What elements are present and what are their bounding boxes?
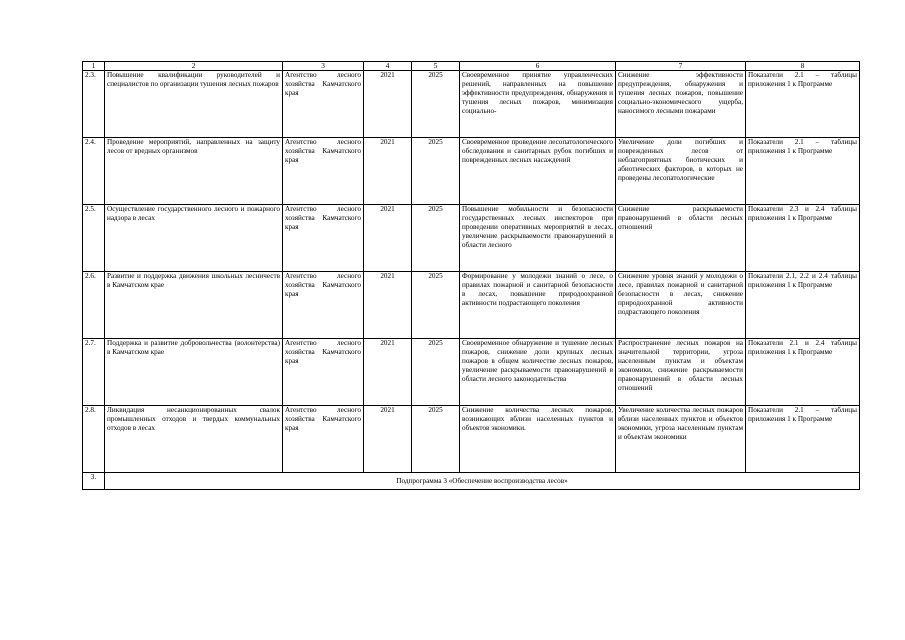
end-year: 2025 bbox=[412, 205, 460, 272]
expected-result: Своевременное принятие управленческих решений, направленных на повышение эффективности предупреждения, обнаружения и тушения лесных пожаров, минимизация социально- bbox=[460, 71, 616, 138]
header-cell: 8 bbox=[746, 62, 860, 71]
executor: Агентство лесного хозяйства Камчатского края bbox=[283, 205, 364, 272]
measure-name: Поддержка и развитие добровольчества (волонтерства) в Камчатском крае bbox=[105, 339, 283, 406]
executor: Агентство лесного хозяйства Камчатского края bbox=[283, 339, 364, 406]
header-cell: 4 bbox=[364, 62, 412, 71]
start-year: 2021 bbox=[364, 138, 412, 205]
start-year: 2021 bbox=[364, 406, 412, 473]
non-implementation-consequence: Распространение лесных пожаров на значительной территории, угроза населенным пунктам и объектам экономики, снижение раскрываемости правонарушений в области лесных отношений bbox=[616, 339, 746, 406]
subprogram-row bbox=[83, 473, 860, 490]
indicator-link: Показатели 2.3 и 2.4 таблицы приложения 1 к Программе bbox=[746, 205, 860, 272]
executor: Агентство лесного хозяйства Камчатского края bbox=[283, 406, 364, 473]
expected-result: Повышение мобильности и безопасности государственных лесных инспекторов при проведении оперативных мероприятий в лесах, увеличение раскрываемости правонарушений в области лесного bbox=[460, 205, 616, 272]
table-row bbox=[83, 272, 860, 339]
header-cell: 5 bbox=[412, 62, 460, 71]
start-year: 2021 bbox=[364, 205, 412, 272]
executor: Агентство лесного хозяйства Камчатского края bbox=[283, 272, 364, 339]
measure-name: Развитие и поддержка движения школьных лесничеств в Камчатском крае bbox=[105, 272, 283, 339]
non-implementation-consequence: Увеличение количества лесных пожаров вблизи населенных пунктов и объектов экономики, угроза населенным пунктам и объектам экономики bbox=[616, 406, 746, 473]
expected-result: Своевременное обнаружение и тушение лесных пожаров, снижение доли крупных лесных пожаров в общем количестве лесных пожаров, увеличение раскрываемости правонарушений в области лесного законодательства bbox=[460, 339, 616, 406]
indicator-link: Показатели 2.1 – таблицы приложения 1 к Программе bbox=[746, 406, 860, 473]
header-cell: 3 bbox=[283, 62, 364, 71]
expected-result: Своевременное проведение лесопатологического обследования и санитарных рубок погибших и поврежденных лесных насаждений bbox=[460, 138, 616, 205]
start-year: 2021 bbox=[364, 339, 412, 406]
header-row bbox=[83, 62, 860, 71]
end-year: 2025 bbox=[412, 339, 460, 406]
header-cell: 2 bbox=[105, 62, 283, 71]
header-cell: 6 bbox=[460, 62, 616, 71]
non-implementation-consequence: Снижение раскрываемости правонарушений в области лесных отношений bbox=[616, 205, 746, 272]
table-row bbox=[83, 138, 860, 205]
end-year: 2025 bbox=[412, 138, 460, 205]
header-cell: 1 bbox=[83, 62, 105, 71]
row-number: 2.3. bbox=[83, 71, 105, 138]
table-row bbox=[83, 71, 860, 138]
measure-name: Повышение квалификации руководителей и специалистов по организации тушения лесных пожаров bbox=[105, 71, 283, 138]
non-implementation-consequence: Увеличение доли погибших и поврежденных лесов от неблагоприятных биотических и абиотических факторов, в которых не проведены лесопатологические bbox=[616, 138, 746, 205]
measure-name: Осуществление государственного лесного и пожарного надзора в лесах bbox=[105, 205, 283, 272]
start-year: 2021 bbox=[364, 272, 412, 339]
row-number: 2.4. bbox=[83, 138, 105, 205]
expected-result: Формирование у молодежи знаний о лесе, о правилах пожарной и санитарной безопасности в лесах, повышение природоохранной активности подрастающего поколения bbox=[460, 272, 616, 339]
table-row bbox=[83, 406, 860, 473]
start-year: 2021 bbox=[364, 71, 412, 138]
indicator-link: Показатели 2.1 – таблицы приложения 1 к Программе bbox=[746, 138, 860, 205]
program-table bbox=[82, 61, 860, 490]
non-implementation-consequence: Снижение уровня знаний у молодежи о лесе, правилах пожарной и санитарной безопасности в лесах, снижение природоохранной активности подрастающего поколения bbox=[616, 272, 746, 339]
header-cell: 7 bbox=[616, 62, 746, 71]
end-year: 2025 bbox=[412, 272, 460, 339]
measure-name: Ликвидация несанкционированных свалок промышленных отходов и твердых коммунальных отходов в лесах bbox=[105, 406, 283, 473]
indicator-link: Показатели 2.1 – таблицы приложения 1 к Программе bbox=[746, 71, 860, 138]
end-year: 2025 bbox=[412, 406, 460, 473]
end-year: 2025 bbox=[412, 71, 460, 138]
indicator-link: Показатели 2.1, 2.2 и 2.4 таблицы приложения 1 к Программе bbox=[746, 272, 860, 339]
subprogram-title: Подпрограмма 3 «Обеспечение воспроизводства лесов» bbox=[105, 473, 860, 490]
row-number: 2.8. bbox=[83, 406, 105, 473]
executor: Агентство лесного хозяйства Камчатского края bbox=[283, 71, 364, 138]
subprogram-number: 3. bbox=[83, 473, 105, 490]
row-number: 2.7. bbox=[83, 339, 105, 406]
row-number: 2.6. bbox=[83, 272, 105, 339]
measure-name: Проведение мероприятий, направленных на защиту лесов от вредных организмов bbox=[105, 138, 283, 205]
indicator-link: Показатели 2.1 и 2.4 таблицы приложения 1 к Программе bbox=[746, 339, 860, 406]
row-number: 2.5. bbox=[83, 205, 105, 272]
expected-result: Снижение количества лесных пожаров, возникающих вблизи населенных пунктов и объектов экономики. bbox=[460, 406, 616, 473]
table-row bbox=[83, 339, 860, 406]
executor: Агентство лесного хозяйства Камчатского края bbox=[283, 138, 364, 205]
non-implementation-consequence: Снижение эффективности предупреждения, обнаружения и тушения лесных пожаров, повышение социально-экономического ущерба, наносимого лесными пожарами bbox=[616, 71, 746, 138]
table-row bbox=[83, 205, 860, 272]
